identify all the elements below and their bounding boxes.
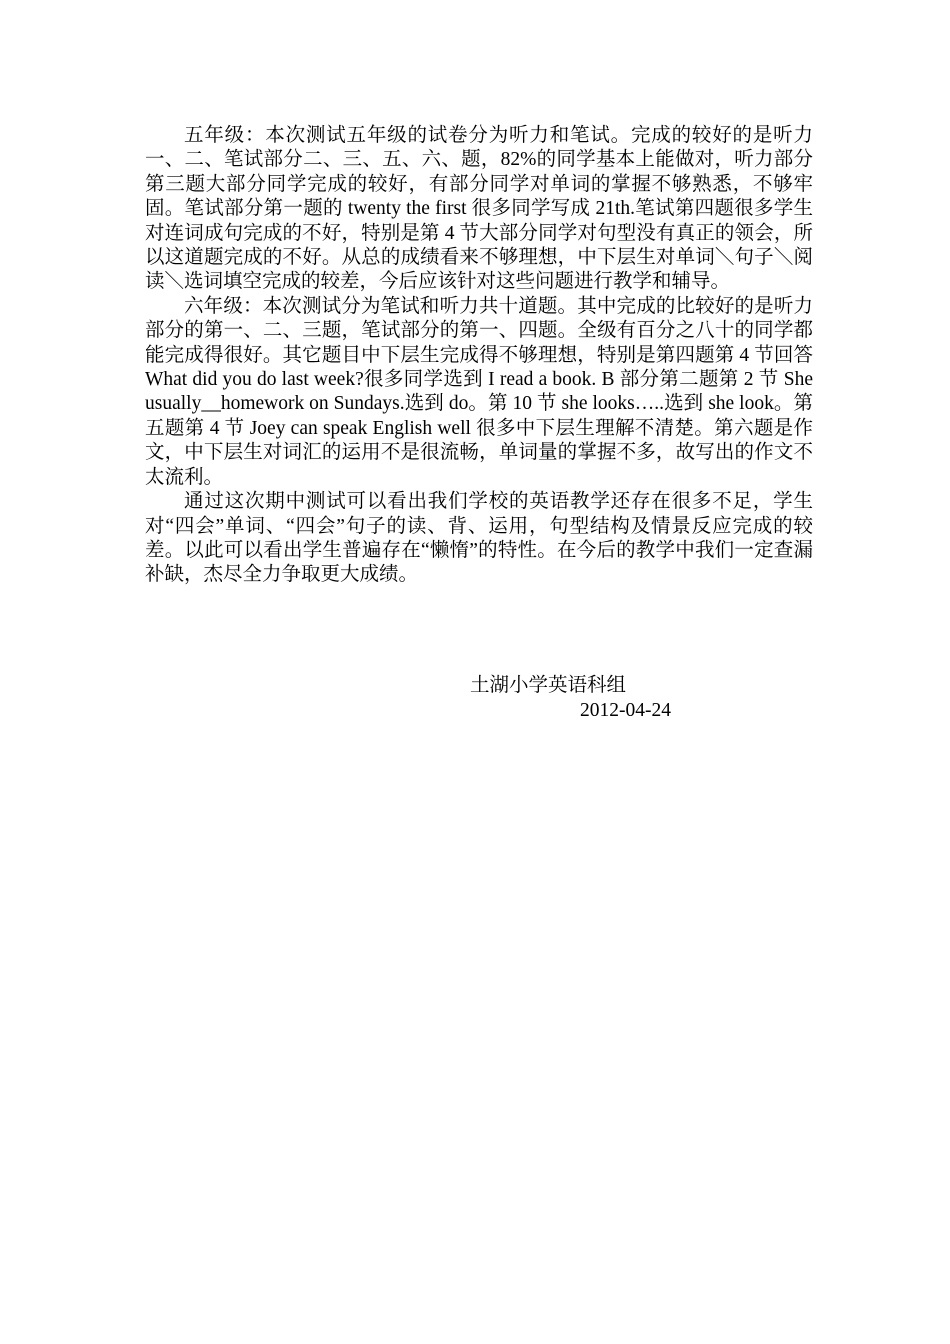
document-body [145, 124, 813, 588]
paragraph-summary: 通过这次期中测试可以看出我们学校的英语教学还存在很多不足，学生对“四会”单词、“四会”句子的读、背、运用，句型结构及情景反应完成的较差。以此可以看出学生普遍存在“懒惰”的特性。在今后的教学中我们一定查漏补缺，杰尽全力争取更大成绩。 [145, 491, 813, 586]
paragraph-grade-six: 六年级：本次测试分为笔试和听力共十道题。其中完成的比较好的是听力部分的第一、二、三题，笔试部分的第一、四题。全级有百分之八十的同学都能完成得很好。其它题目中下层生完成得不够理想，特别是第四题第 4 节回答 What did you do last week?很多同学选到 I read a book. B 部分第二题第 2 节 She usually__homework on Sundays.选到 do。第 10 节 she looks…..选到 she look。第五题第 4 节 Joey can speak English well 很多中下层生理解不清楚。第六题是作文，中下层生对词汇的运用不是很流畅，单词量的掌握不多，故写出的作文不太流利。 [145, 295, 813, 488]
document-date: 2012-04-24 [580, 700, 671, 721]
paragraph-grade-five: 五年级：本次测试五年级的试卷分为听力和笔试。完成的较好的是听力一、二、笔试部分二、三、五、六、题，82%的同学基本上能做对，听力部分第三题大部分同学完成的较好，有部分同学对单词的掌握不够熟悉，不够牢固。笔试部分第一题的 twenty the first 很多同学写成 21th.笔试第四题很多学生对连词成句完成的不好，特别是第 4 节大部分同学对句型没有真正的领会，所以这道题完成的不好。从总的成绩看来不够理想，中下层生对单词＼句子＼阅读＼选词填空完成的较差，今后应该针对这些问题进行教学和辅导。 [145, 125, 813, 293]
signature: 土湖小学英语科组 [470, 675, 627, 696]
